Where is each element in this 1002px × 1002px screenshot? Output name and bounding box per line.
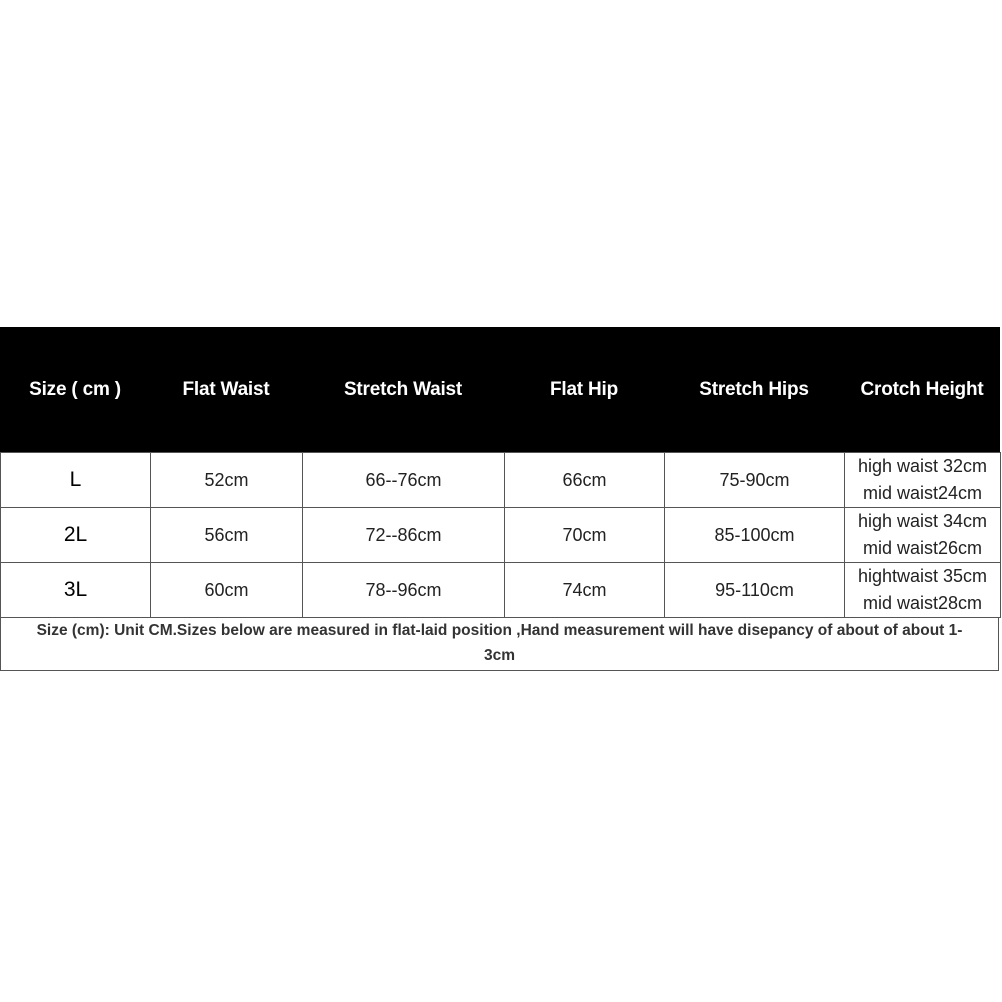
stretch-hips-cell: 95-110cm: [665, 563, 845, 618]
crotch-mid-waist: mid waist28cm: [862, 593, 983, 613]
table-row: [1, 508, 1001, 563]
note-line-2: 3cm: [483, 647, 516, 664]
header-stretch-hips: Stretch Hips: [699, 378, 809, 400]
flat-hip-cell: 66cm: [505, 453, 665, 508]
table-row: [1, 563, 1001, 618]
size-table: [0, 452, 1001, 618]
stretch-waist-cell: 66--76cm: [303, 453, 505, 508]
flat-hip-cell: 74cm: [505, 563, 665, 618]
size-cell: 3L: [1, 563, 151, 618]
size-cell: L: [1, 453, 151, 508]
flat-waist-cell: 60cm: [151, 563, 303, 618]
crotch-height-cell: [845, 453, 1001, 508]
header-size: Size ( cm ): [29, 378, 121, 400]
crotch-high-waist: high waist 34cm: [857, 511, 988, 531]
stretch-waist-cell: 78--96cm: [303, 563, 505, 618]
size-cell: 2L: [1, 508, 151, 563]
measurement-note: [0, 618, 999, 671]
size-chart-header: [0, 327, 1000, 452]
crotch-height-cell: [845, 563, 1001, 618]
crotch-height-cell: [845, 508, 1001, 563]
size-chart: [0, 327, 1000, 671]
header-stretch-waist: Stretch Waist: [343, 378, 463, 400]
crotch-mid-waist: mid waist26cm: [862, 538, 983, 558]
flat-hip-cell: 70cm: [505, 508, 665, 563]
flat-waist-cell: 56cm: [151, 508, 303, 563]
stretch-waist-cell: 72--86cm: [303, 508, 505, 563]
flat-waist-cell: 52cm: [151, 453, 303, 508]
table-row: [1, 453, 1001, 508]
crotch-mid-waist: mid waist24cm: [862, 483, 983, 503]
stretch-hips-cell: 85-100cm: [665, 508, 845, 563]
crotch-high-waist: high waist 32cm: [857, 456, 988, 476]
note-line-1: Size (cm): Unit CM.Sizes below are measured in flat-laid position ,Hand measurement will have disepancy of about of about 1-: [36, 622, 963, 639]
crotch-high-waist: hightwaist 35cm: [857, 566, 988, 586]
header-crotch-height: Crotch Height: [860, 378, 984, 400]
stretch-hips-cell: 75-90cm: [665, 453, 845, 508]
header-flat-waist: Flat Waist: [182, 378, 270, 400]
header-flat-hip: Flat Hip: [549, 378, 619, 400]
